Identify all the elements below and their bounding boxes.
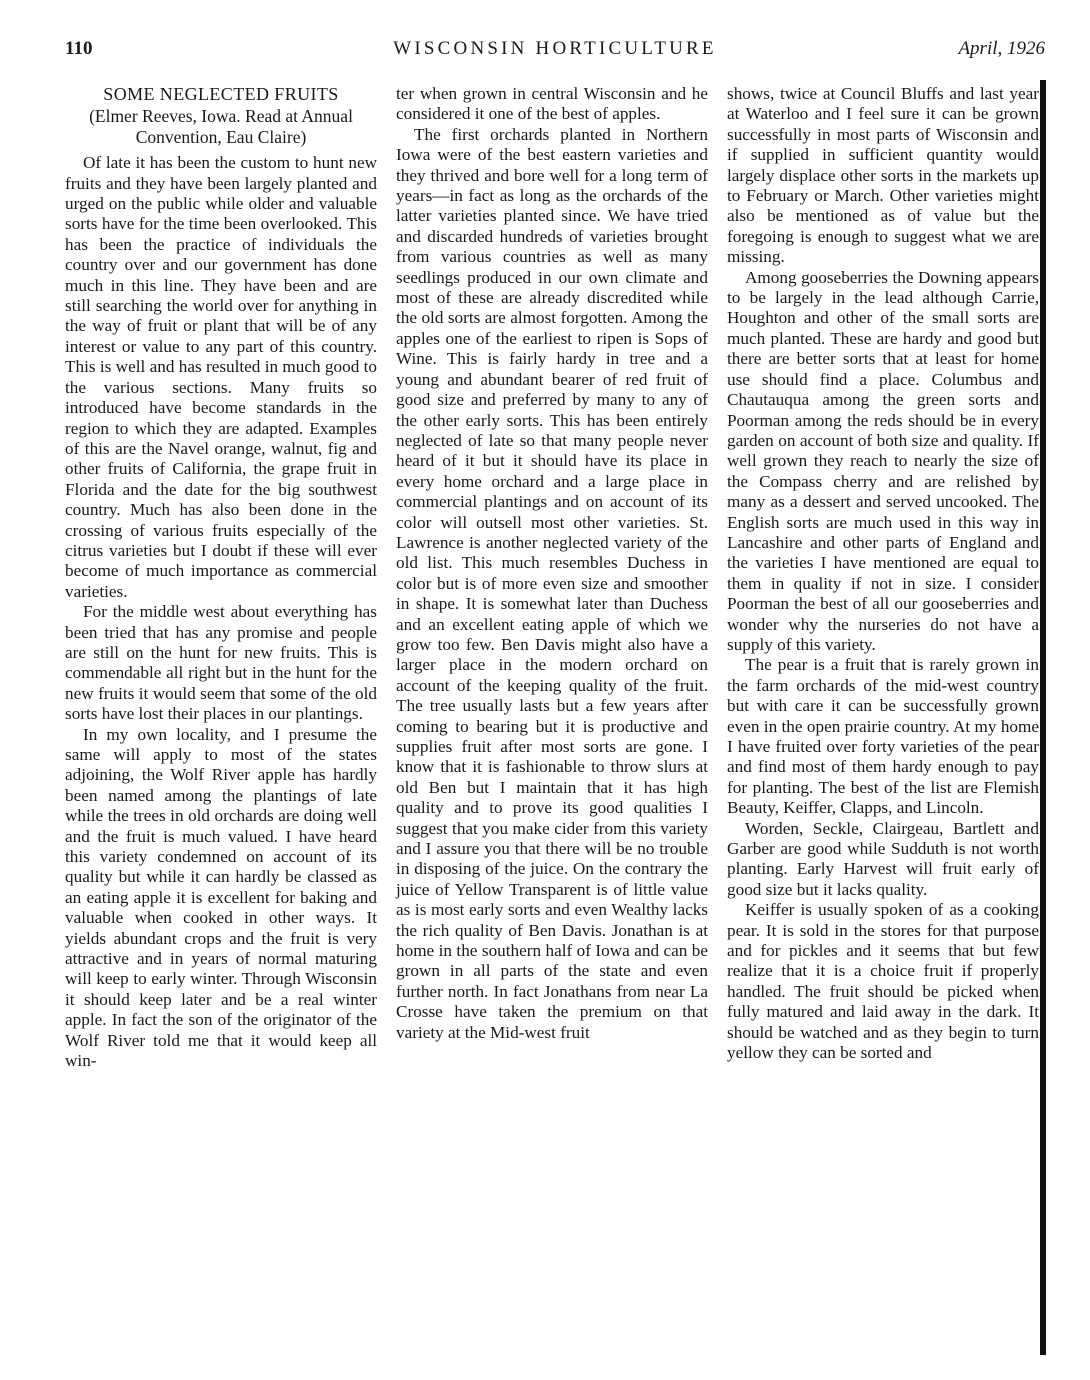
paragraph: Of late it has been the custom to hunt new fruits and they have been largely planted and urged on the public while older and valuable sorts have for the time been overlooked. This has been the practice of individuals the country over and our government has done much in this line. They have been and are still searching the world over for anything in the way of fruit or plant that will be of any interest or value to any part of this country. This is well and has resulted in much good to the various sections. Many fruits so introduced have become standards in the region to which they are adapted. Examples of this are the Navel orange, walnut, fig and other fruits of California, the grape fruit in Florida and the date for the big southwest country. Much has also been done in the crossing of various fruits especially of the citrus varieties but I doubt if these will ever become of much importance as commercial varieties. [65,153,377,601]
text-column-1 [65,84,377,1072]
paragraph: Worden, Seckle, Clairgeau, Bartlett and Garber are good while Sudduth is not worth planting. Early Harvest will fruit early of good size but it lacks quality. [727,818,1039,899]
paragraph: In my own locality, and I presume the same will apply to most of the states adjoining, the Wolf River apple has hardly been named among the plantings of late while the trees in old orchards are doing well and the fruit is much valued. I have heard this variety condemned on account of its quality but while it can hardly be classed as an eating apple it is excellent for baking and valuable when cooked in other ways. It yields abundant crops and the fruit is very attractive and in years of normal maturing will keep to early winter. Through Wisconsin it should keep later and be a real winter apple. In fact the son of the originator of the Wolf River told me that it would keep all win- [65,724,377,1071]
paragraph: Among gooseberries the Downing appears to be largely in the lead although Carrie, Houghton and other of the small sorts are much planted. These are hardy and good but there are better sorts that at least for home use should find a place. Columbus and Chautauqua among the green sorts and Poorman among the reds should be in every garden on account of both size and quality. If well grown they reach to nearly the size of the Compass cherry and are relished by many as a dessert and served uncooked. The English sorts are much used in this way in Lancashire and other parts of England and the varieties I have mentioned are equal to them in quality if not in size. I consider Poorman the best of all our gooseberries and wonder why the nurseries do not have a supply of this variety. [727,267,1039,654]
running-title: WISCONSIN HORTICULTURE [393,38,717,59]
article-byline: (Elmer Reeves, Iowa. Read at Annual Convention, Eau Claire) [89,106,353,147]
paragraph-continued: shows, twice at Council Bluffs and last year at Waterloo and I feel sure it can be grown successfully in most parts of Wisconsin and if supplied in sufficient quantity would largely displace other sorts in the markets up to February or March. Other varieties might also be mentioned as of value but the foregoing is enough to suggest what we are missing. [727,84,1039,267]
article-title: SOME NEGLECTED FRUITS [103,84,339,104]
paragraph: The pear is a fruit that is rarely grown in the farm orchards of the mid-west country but with care it can be successfully grown even in the open prairie country. At my home I have fruited over forty varieties of the pear and find most of them hardy enough to pay for planting. The best of the list are Flemish Beauty, Keiffer, Clapps, and Lincoln. [727,655,1039,818]
paragraph: For the middle west about everything has been tried that has any promise and people are still on the hunt for new fruits. This is commendable all right but in the hunt for the new fruits it would seem that some of the old sorts have lost their places in our plantings. [65,602,377,724]
page-header [65,38,1045,64]
page-number: 110 [65,38,93,59]
text-column-3 [727,84,1039,1064]
paragraph: The first orchards planted in Northern Iowa were of the best eastern varieties and they thrived and bore well for a long term of years—in fact as long as the orchards of the latter varieties planted since. We have tried and discarded hundreds of varieties brought from various countries as well as many seedlings produced in our own climate and most of these are already discredited while the old sorts are almost forgotten. Among the apples one of the earliest to ripen is Sops of Wine. This is fairly hardy in tree and a young and abundant bearer of red fruit of good size and preferred by many to any of the other early sorts. This has been entirely neglected of late so that many people never heard of it but it should have its place in every home orchard and a large place in commercial plantings and on account of its color will outsell most other varieties. St. Lawrence is another neglected variety of the old list. This much resembles Duchess in color but is of more even size and smoother in shape. It is somewhat later than Duchess and an excellent eating apple of which we grow too few. Ben Davis might also have a larger place in the modern orchard on account of the keeping quality of the fruit. The tree usually lasts but a few years after coming to bearing but it is productive and supplies fruit after most sorts are gone. I know that it is fashionable to throw slurs at old Ben but I maintain that it has high quality and to prove its good qualities I suggest that you make cider from this variety and I assure you that there will be no trouble in disposing of the juice. On the contrary the juice of Yellow Transparent is of little value as is most early sorts and even Wealthy lacks the rich quality of Ben Davis. Jonathan is at home in the southern half of Iowa and can be grown in all parts of the state and even further north. In fact Jonathans from near La Crosse have taken the premium on that variety at the Mid-west fruit [396,124,708,1042]
page-edge-rule [1040,80,1046,1355]
issue-date: April, 1926 [958,38,1045,59]
paragraph-continued: ter when grown in central Wisconsin and he considered it one of the best of apples. [396,84,708,124]
paragraph: Keiffer is usually spoken of as a cooking pear. It is sold in the stores for that purpose and for pickles and it seems that but few realize that it is a choice fruit if properly handled. The fruit should be picked when fully matured and laid away in the dark. It should be watched and as they begin to turn yellow they can be sorted and [727,900,1039,1063]
text-column-2 [396,84,708,1043]
